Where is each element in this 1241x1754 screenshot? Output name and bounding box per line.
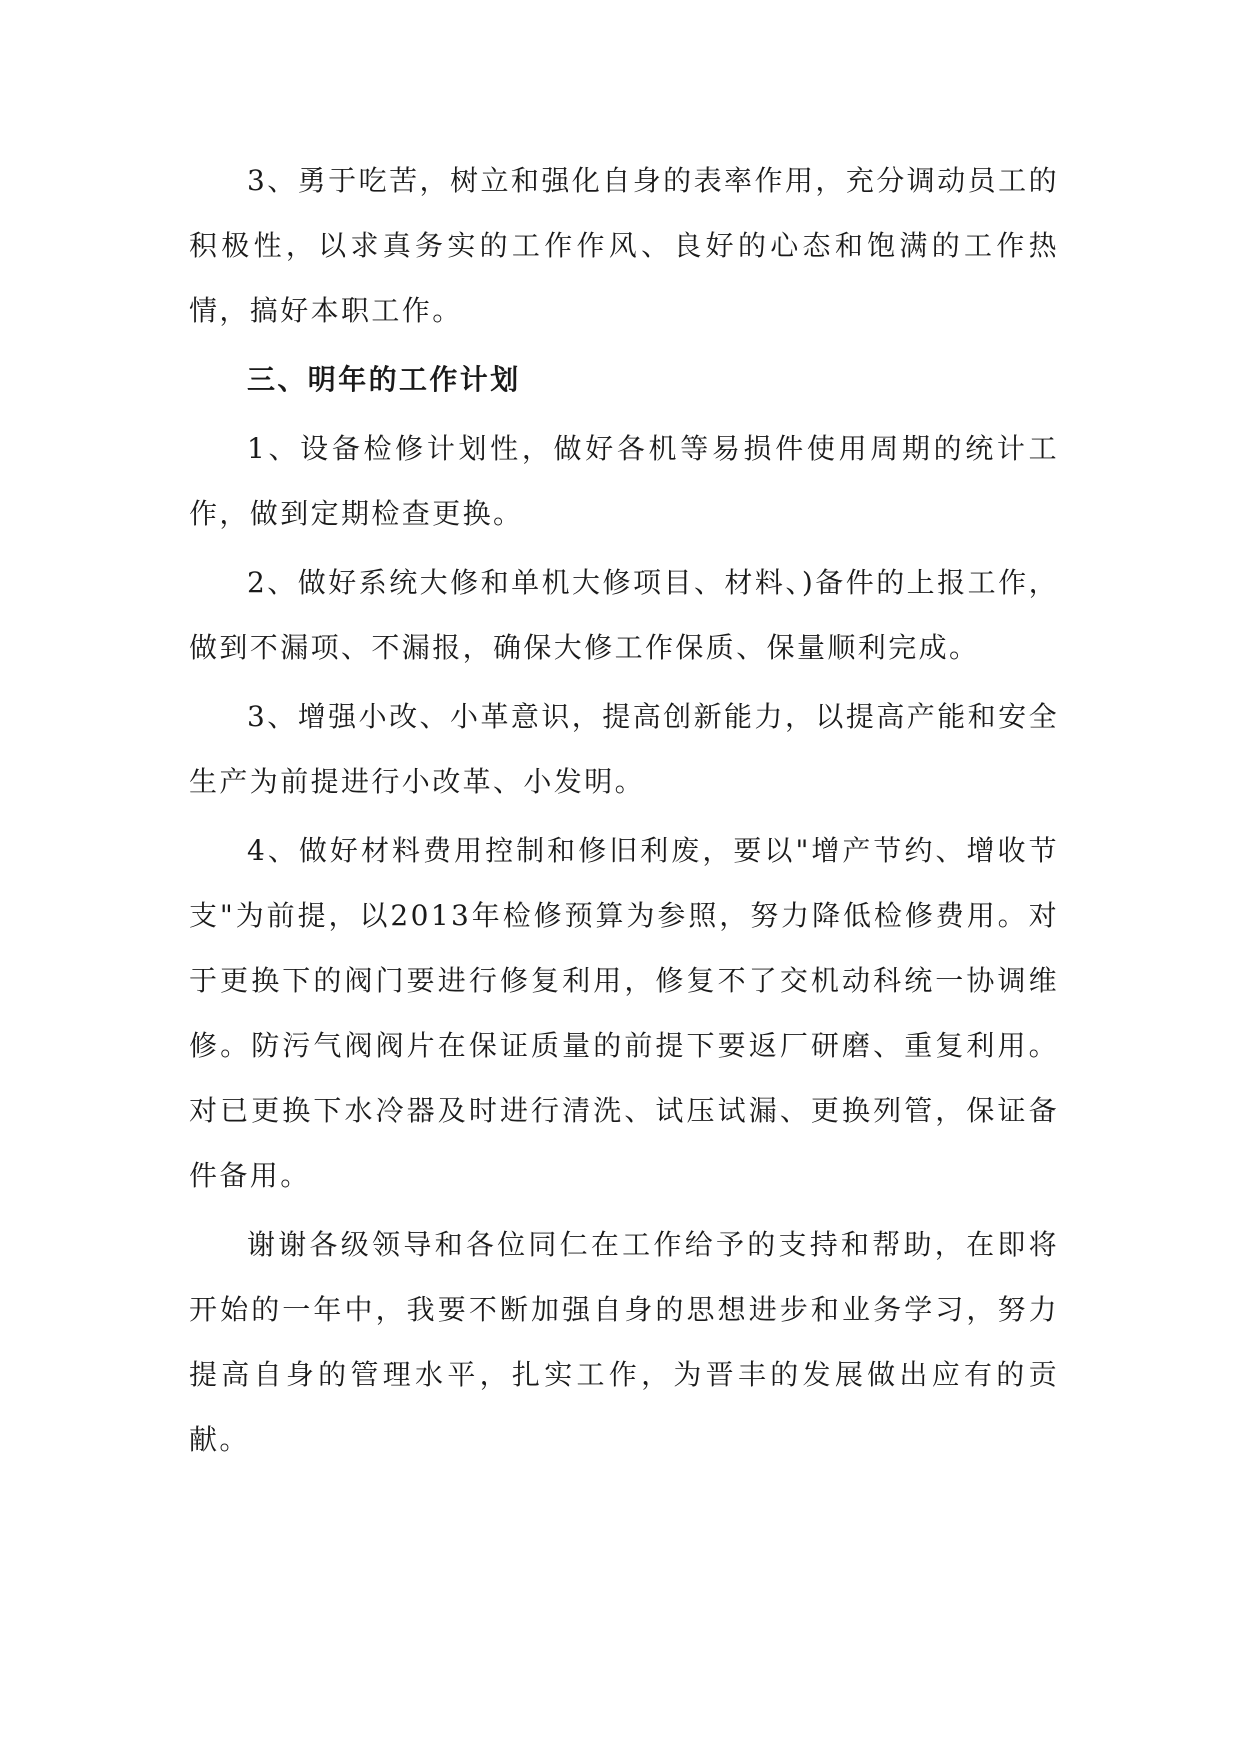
document-body (189, 148, 1059, 1476)
paragraph-work-attitude: 3、勇于吃苦，树立和强化自身的表率作用，充分调动员工的积极性，以求真务实的工作作风、良好的心态和饱满的工作热情，搞好本职工作。 (189, 164, 1059, 327)
section-heading-next-year-plan: 三、明年的工作计划 (247, 363, 521, 396)
paragraph-plan-item-4: 4、做好材料费用控制和修旧利废，要以"增产节约、增收节支"为前提，以2013年检修预算为参照，努力降低检修费用。对于更换下的阀门要进行修复利用，修复不了交机动科统一协调维修。防污气阀阀片在保证质量的前提下要返厂研磨、重复利用。对已更换下水冷器及时进行清洗、试压试漏、更换列管，保证备件备用。 (189, 834, 1059, 1192)
paragraph-plan-item-2: 2、做好系统大修和单机大修项目、材料、)备件的上报工作，做到不漏项、不漏报，确保大修工作保质、保量顺利完成。 (189, 566, 1059, 664)
paragraph-closing-thanks: 谢谢各级领导和各位同仁在工作给予的支持和帮助，在即将开始的一年中，我要不断加强自身的思想进步和业务学习，努力提高自身的管理水平，扎实工作，为晋丰的发展做出应有的贡献。 (189, 1228, 1059, 1456)
paragraph-plan-item-1: 1、设备检修计划性，做好各机等易损件使用周期的统计工作，做到定期检查更换。 (189, 432, 1059, 530)
paragraph-plan-item-3: 3、增强小改、小革意识，提高创新能力，以提高产能和安全生产为前提进行小改革、小发明。 (189, 700, 1059, 798)
